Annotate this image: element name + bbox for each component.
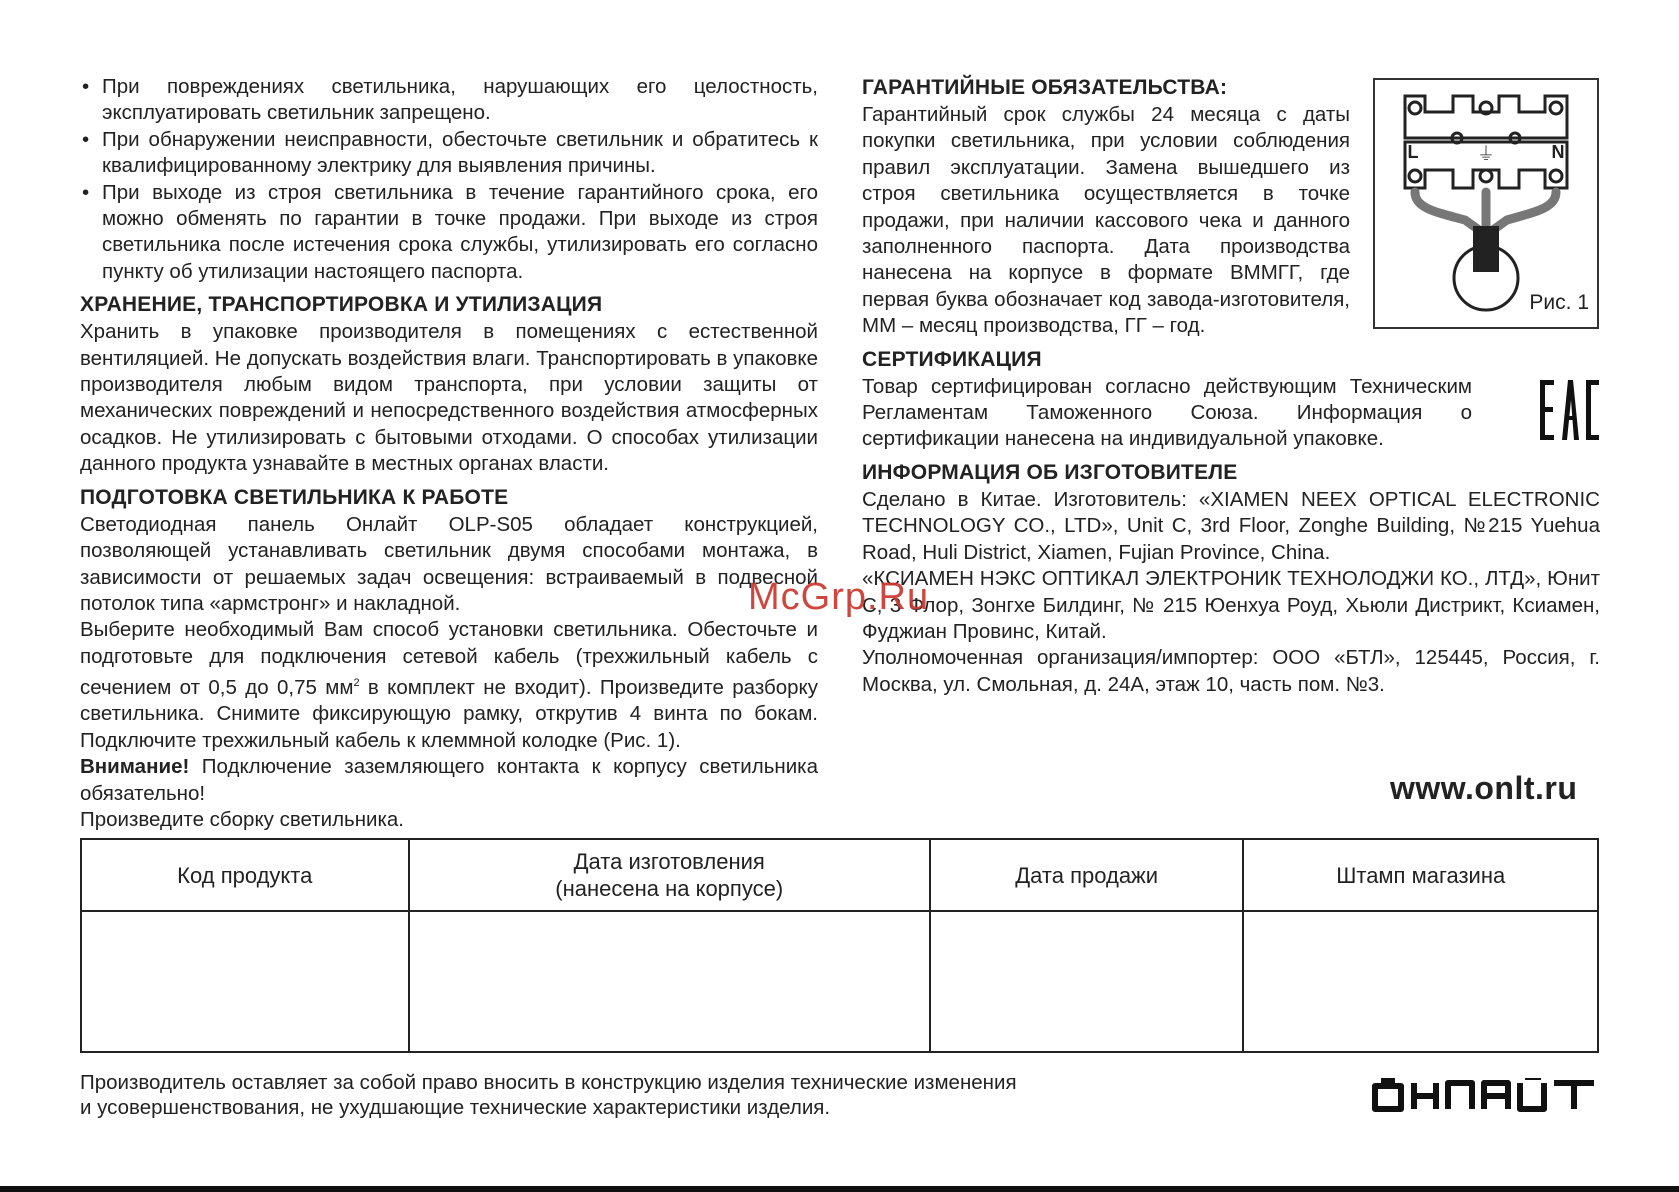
product-code-cell[interactable] xyxy=(81,911,409,1052)
warranty-heading: ГАРАНТИЙНЫЕ ОБЯЗАТЕЛЬСТВА: xyxy=(862,76,1228,99)
installation-text-b: в комплект не входит). Произведите разборку светильника. Снимите фиксирующую рамку, открутив 4 винта по бокам. Подключите трехжильный кабель к клеммной колодке (Рис. 1). xyxy=(80,675,818,752)
attention-body: Подключение заземляющего контакта к корпусу светильника обязательно! xyxy=(80,755,818,805)
shop-stamp-header: Штамп магазина xyxy=(1243,839,1598,911)
footer-line: и усовершенствования, не ухудшающие технические характеристики изделия. xyxy=(80,1096,831,1119)
shop-stamp-cell[interactable] xyxy=(1243,911,1598,1052)
manufacture-date-header: Дата изготовления (нанесена на корпусе) xyxy=(409,839,930,911)
storage-heading: ХРАНЕНИЕ, ТРАНСПОРТИРОВКА И УТИЛИЗАЦИЯ xyxy=(80,293,603,317)
manufacturer-text: Сделано в Китае. Изготовитель: «XIAMEN NEEX OPTICAL ELECTRONIC TECHNOLOGY CO., LTD», Unit C, 3rd Floor, Zonghe Building, №215 Yuehua Road, Huli District, Xiamen, Fujian Province, China. xyxy=(862,487,1600,564)
attention-text xyxy=(80,754,818,807)
safety-list xyxy=(80,74,818,285)
sale-date-cell[interactable] xyxy=(930,911,1244,1052)
warranty-text: Гарантийный срок службы 24 месяца с даты покупки светильника, при условии соблюдения правил эксплуатации. Замена вышедшего из строя светильника осуществляется в точке продажи, при наличии кассового чека и данного заполненного паспорта. Дата производства нанесена на корпусе в формате ВММГГ, где первая буква обозначает код завода-изготовителя, ММ – месяц производства, ГГ – год. xyxy=(862,103,1350,338)
cable-plug-icon xyxy=(1473,226,1499,272)
onlight-logo xyxy=(1370,1078,1600,1119)
attention-label: Внимание! xyxy=(80,755,190,779)
website-link[interactable]: www.onlt.ru xyxy=(1390,770,1578,806)
eac-mark-icon xyxy=(1540,380,1600,442)
watermark: McGrp.Ru xyxy=(748,576,930,618)
terminal-l-label: L xyxy=(1407,142,1419,162)
table-header-row xyxy=(81,839,1598,911)
ground-symbol-icon: ⏚ xyxy=(1477,144,1495,165)
terminal-n-label: N xyxy=(1551,142,1565,162)
certification-heading: СЕРТИФИКАЦИЯ xyxy=(862,347,1042,371)
safety-item: • При выходе из строя светильника в течение гарантийного срока, его можно обменять по гарантии в точке продажи. При выходе из строя светильника после истечения срока службы, утилизировать его согласно пункту об утилизации настоящего паспорта. xyxy=(80,180,818,286)
importer-text: Уполномоченная организация/импортер: ООО «БТЛ», 125445, Россия, г. Москва, ул. Смольная, д. 24А, этаж 10, часть пом. №3. xyxy=(862,646,1600,696)
product-code-header: Код продукта xyxy=(81,839,409,911)
manufacture-date-cell[interactable] xyxy=(409,911,930,1052)
footer-line: Производитель оставляет за собой право вносить в конструкцию изделия технические изменения xyxy=(80,1071,1017,1094)
table-row xyxy=(81,911,1598,1052)
sale-date-header: Дата продажи xyxy=(930,839,1244,911)
warranty-card-table xyxy=(80,838,1599,1053)
eac-mark xyxy=(1540,380,1600,447)
manufacturer-heading: ИНФОРМАЦИЯ ОБ ИЗГОТОВИТЕЛЕ xyxy=(862,460,1238,484)
bottom-divider xyxy=(0,1186,1679,1192)
assembly-text: Произведите сборку светильника. xyxy=(80,807,405,831)
left-column xyxy=(80,74,818,833)
superscript: 2 xyxy=(353,677,360,690)
installation-text-a: Выберите необходимый Вам способ установки светильника. Обесточьте и подготовьте для подключения сетевой кабель (трехжильный кабель с сечением от 0,5 до 0,75 мм xyxy=(80,618,818,699)
manufacturer-text-ru: «КСИАМЕН НЭКС ОПТИКАЛ ЭЛЕКТРОНИК ТЕХНОЛОДЖИ КО., ЛТД», Юнит С, 3 Флор, Зонгхе Билдинг, № 215 Юенхуа Роуд, Хьюли Дистрикт, Ксиамен, Фуджиан Провинс, Китай. xyxy=(862,567,1600,643)
safety-item: • При повреждениях светильника, нарушающих его целостность, эксплуатировать светильник запрещено. xyxy=(80,74,818,127)
onlight-logo-icon xyxy=(1370,1078,1600,1114)
preparation-text: Светодиодная панель Онлайт OLP-S05 обладает конструкцией, позволяющей устанавливать светильник двумя способами монтажа, в зависимости от решаемых задач освещения: встраиваемый в подвесной потолок типа «армстронг» и накладной. xyxy=(80,512,818,615)
certification-text: Товар сертифицирован согласно действующим Техническим Регламентам Таможенного Союза. Информация о сертификации нанесена на индивидуальной упаковке. xyxy=(862,374,1472,451)
footer-note xyxy=(80,1070,1180,1120)
terminal-block-diagram xyxy=(1375,80,1597,327)
terminal-block-figure xyxy=(1373,78,1599,329)
safety-item: • При обнаружении неисправности, обесточьте светильник и обратитесь к квалифицированному электрику для выявления причины. xyxy=(80,127,818,180)
preparation-heading: ПОДГОТОВКА СВЕТИЛЬНИКА К РАБОТЕ xyxy=(80,485,509,509)
installation-text xyxy=(80,617,818,754)
figure-caption: Рис. 1 xyxy=(1529,291,1589,314)
storage-text: Хранить в упаковке производителя в помещениях с естественной вентиляцией. Не допускать воздействия влаги. Транспортировать в упаковке производителя любым видом транспорта, при условии защиты от механических повреждений и непосредственного воздействия атмосферных осадков. Не утилизировать с бытовыми отходами. О способах утилизации данного продукта узнавайте в местных органах власти. xyxy=(80,320,818,476)
